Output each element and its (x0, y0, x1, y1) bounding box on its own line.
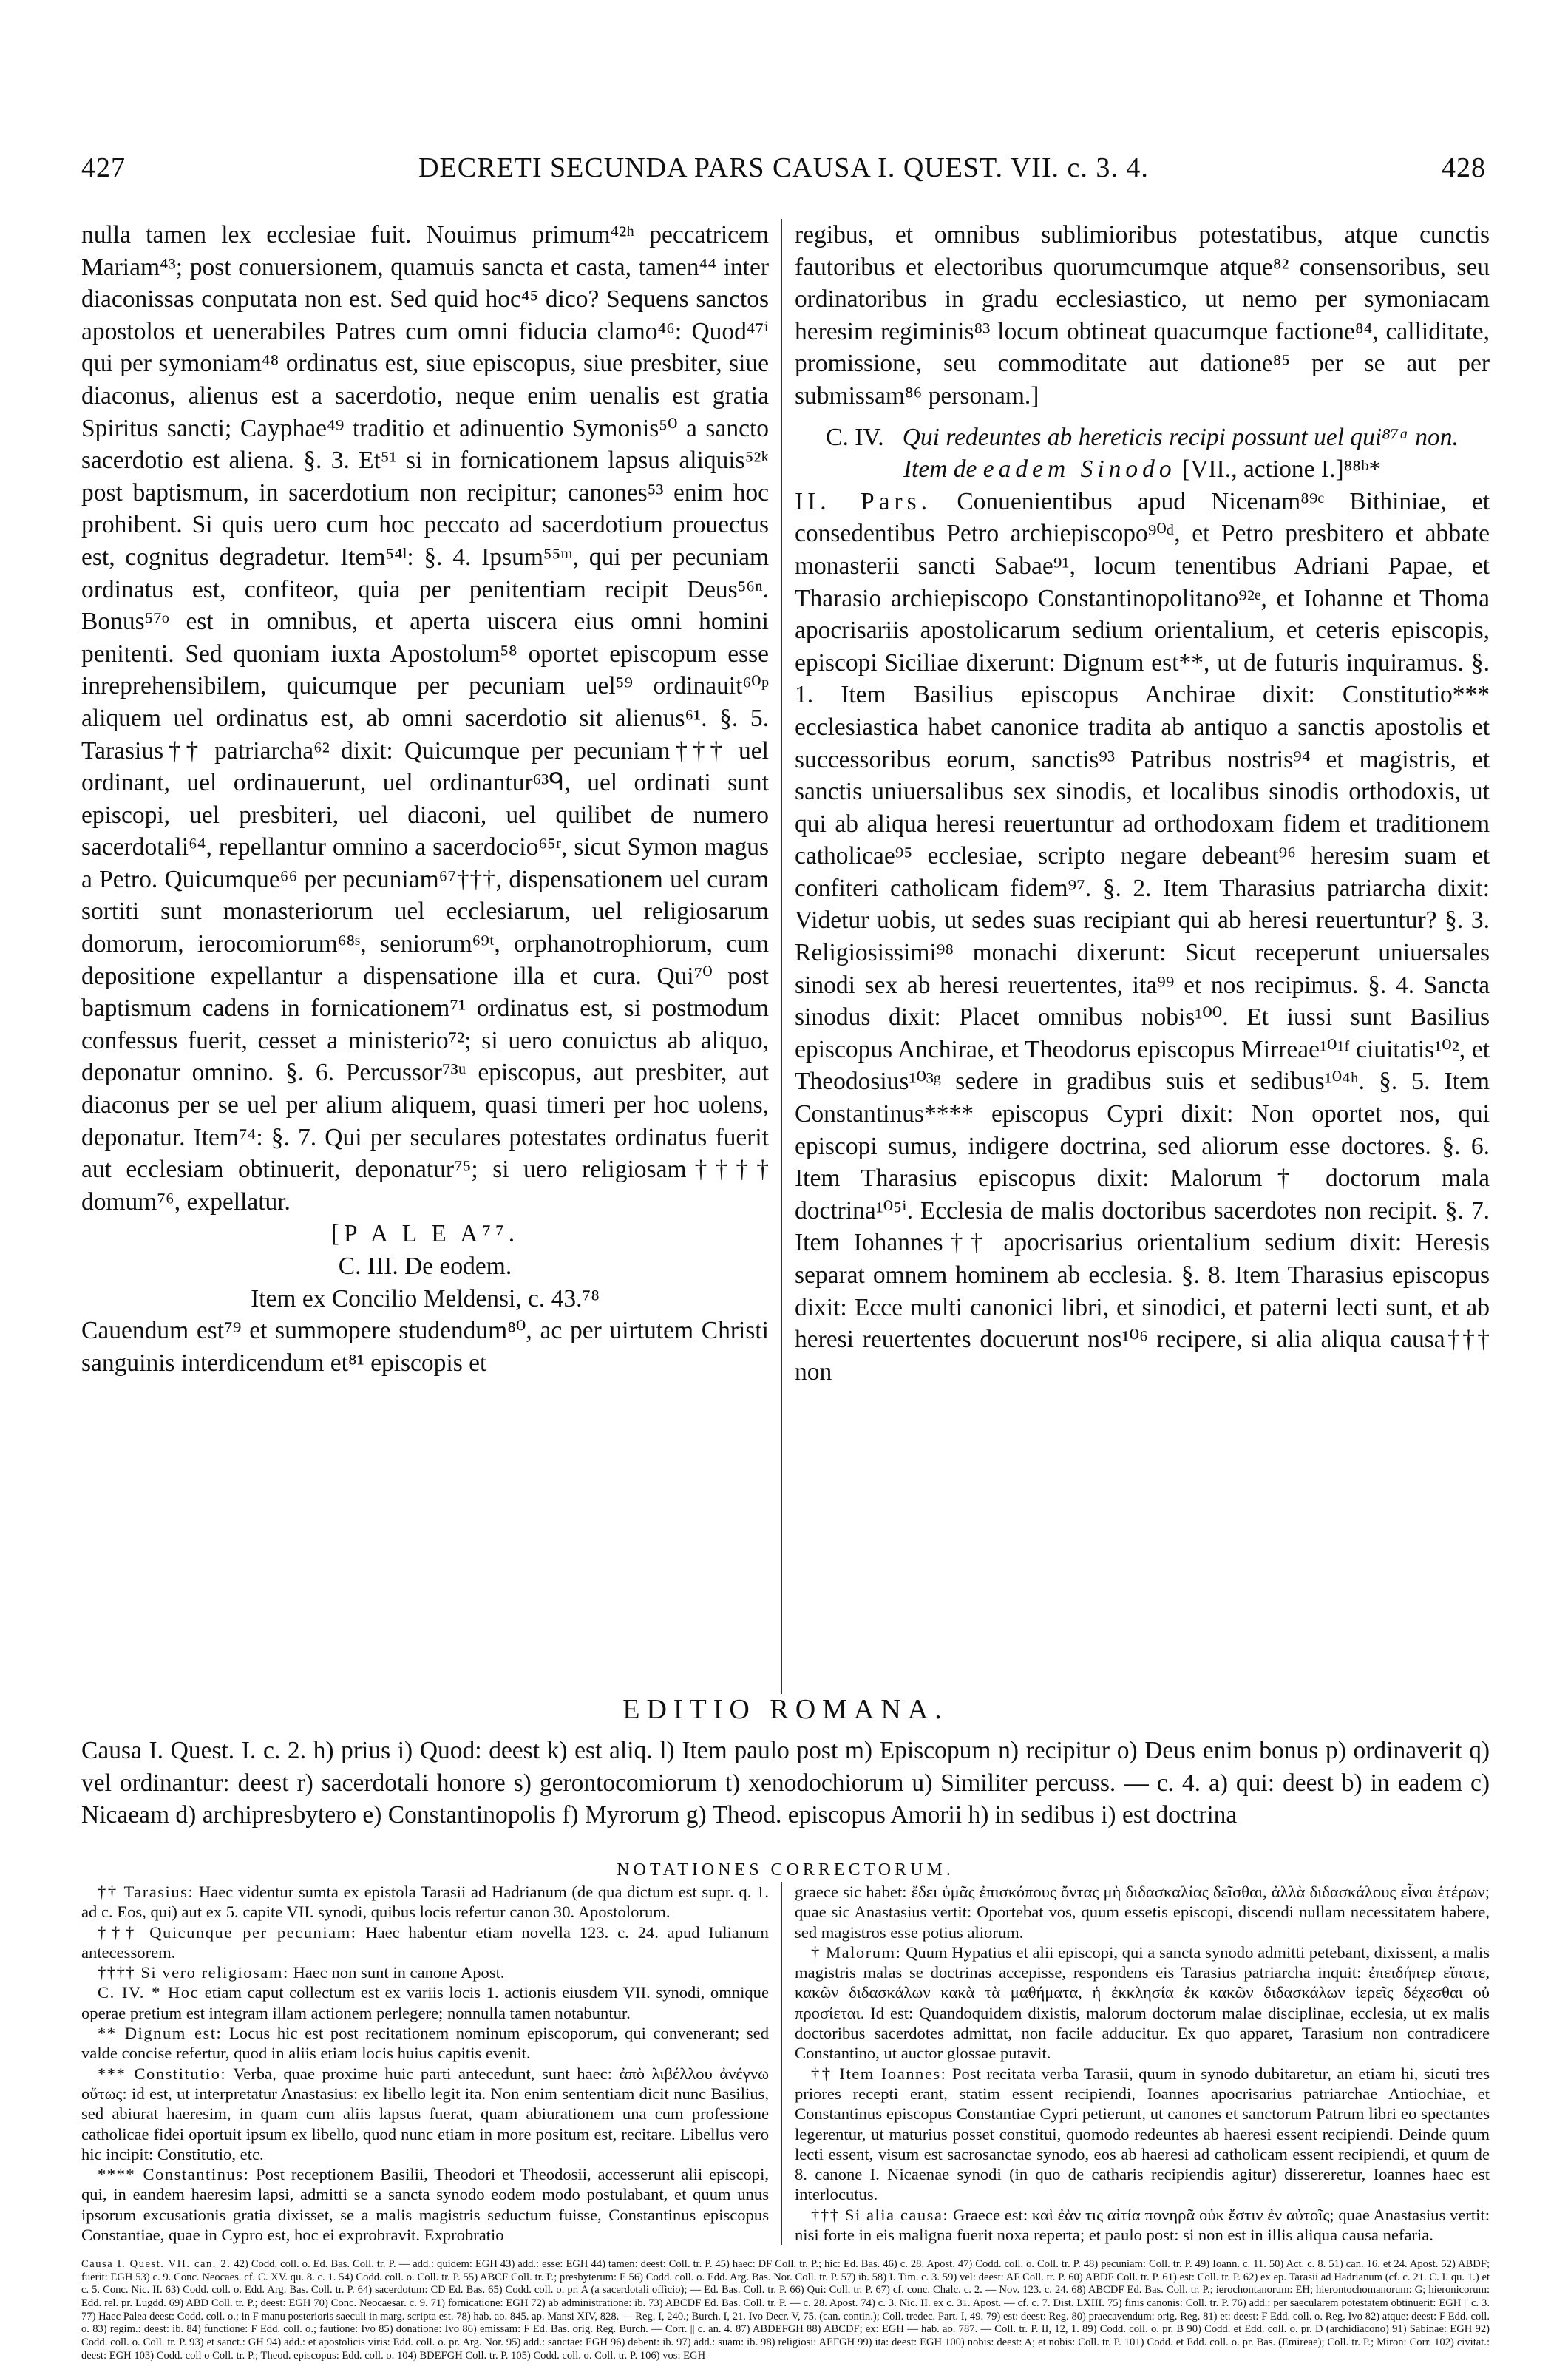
pars-label: II. Pars. (795, 487, 932, 515)
note-label: †††† Si vero religiosam: (98, 1963, 289, 1982)
note-entry (81, 1922, 769, 1963)
editio-heading: EDITIO ROMANA. (622, 1694, 948, 1725)
note-entry (795, 1942, 1490, 2064)
note-text: Haec habentur etiam novella 123. c. 24. apud Iulianum antecessorem. (81, 1922, 769, 1962)
palea-heading: [P A L E A⁷⁷. (330, 1220, 520, 1248)
note-entry (81, 1982, 769, 2023)
note-text: Post recitata verba Tarasii, quum in synodo dubitaretur, an etiam hi, sicuti tres priores recepti erant, statim essent recipiendi, Ioannes apocrisarius patriarchae Antiochiae, et Constantinus episcopus Constantiae Cypri petierunt, ut canones et sanctorum Patrum libri eo spectantes legerentur, ut maturius posset constitui, quomodo redeuntes ab haeresi essent recipiendi. Deinde quum lecti essent, visum est sacrosanctae synodo, eos ab haeresi ad catholicam essent recipiendi, et quum de 8. canone I. Nicaenae synodi (in quo de catharis recipiendis agitur) dissereretur, Ioannes haec est interlocutus. (795, 2064, 1490, 2204)
left-column (81, 219, 769, 1379)
note-entry (81, 2064, 769, 2164)
chapter-title: Qui redeuntes ab hereticis recipi possunt uel qui⁸⁷ᵃ non. (902, 423, 1459, 451)
canon-text: nulla tamen lex ecclesiae fuit. Nouimus primum⁴²ʰ peccatricem Mariam⁴³; post conuersionem, quamuis sancta et casta, tamen⁴⁴ inter diaconissas conputata non est. Sed quid hoc⁴⁵ dico? Sequens sanctos apostolos et uenerabiles Patres cum omni fiducia clamo⁴⁶: Quod⁴⁷ⁱ qui per symoniam⁴⁸ ordinatus est, siue episcopus, siue presbiter, siue diaconus, alienus est a sacerdotio, neque enim uenalis est gratia Spiritus sancti; Cayphae⁴⁹ traditio et adinuentio Symonis⁵⁰ a sancto sacerdotio est aliena. §. 3. Et⁵¹ si in fornicationem lapsus aliquis⁵²ᵏ post baptismum, in sacerdotium non recipitur; canones⁵³ enim hoc prohibent. Si quis uero cum hoc peccato ad sacerdotium prouectus est, cognitus degradetur. Item⁵⁴ˡ: §. 4. Ipsum⁵⁵ᵐ, qui per pecuniam ordinatus est, confiteor, quia per penitentiam recipit Deus⁵⁶ⁿ. Bonus⁵⁷ᵒ est in omnibus, et aperta uiscera eius omni homini penitenti. Sed quoniam iuxta Apostolum⁵⁸ oportet episcopum esse inreprehensibilem, quicumque per pecuniam uel⁵⁹ ordinauit⁶⁰ᵖ aliquem uel ordinatus est, ab omni sacerdotio sit alienus⁶¹. §. 5. Tarasius†† patriarcha⁶² dixit: Quicumque per pecuniam††† uel ordinant, uel ordinauerunt, uel ordinantur⁶³ᑫ, uel ordinati sunt episcopi, uel presbiteri, uel diaconi, uel quilibet de numero sacerdotali⁶⁴, repellantur omnino a sacerdocio⁶⁵ʳ, sicut Symon magus a Petro. Quicumque⁶⁶ per pecuniam⁶⁷†††, dispensationem uel curam sortiti sunt monasteriorum uel ecclesiarum, uel religiosarum domorum, ierocomiorum⁶⁸ˢ, seniorum⁶⁹ᵗ, orphanotrophiorum, cum depositione expellantur a dispensatione illa et cura. Qui⁷⁰ post baptismum cadens in fornicationem⁷¹ ordinatus est, si postmodum confessus fuerit, cesset a ministerio⁷²; si uero conuictus ab aliquo, deponatur omnino. §. 6. Percussor⁷³ᵘ episcopus, aut presbiter, aut diaconus per se uel per alium aliquem, quasi timeri per hoc uolens, deponatur. Item⁷⁴: §. 7. Qui per seculares potestates ordinatus fuerit aut ecclesiam obtinuerit, deponatur⁷⁵; si uero religiosam†††† domum⁷⁶, expellatur. (81, 221, 769, 1216)
note-text: Graece est: καὶ ἐὰν τις αἰτία πονηρᾶ οὐκ ἔστιν ἐν αὐτοῖς; quae Anastasius vertit: nisi forte in eis maligna fuerit noxa reperta; et paulo post: si non est in illis aliqua causa nefaria. (795, 2205, 1490, 2245)
notationes-heading: NOTATIONES CORRECTORUM. (617, 1860, 954, 1880)
note-label: ** Dignum est: (98, 2024, 223, 2043)
note-label: †† Item Ioannes: (811, 2064, 947, 2083)
notes-left-column (81, 1882, 769, 2245)
note-entry (81, 2023, 769, 2064)
note-text: Haec videntur sumta ex epistola Tarasii ad Hadrianum (de qua dictum est supr. q. 1. ad c. Eos, qui) aut ex 5. capite VII. synodi, quibus locis refertur canon 30. Apostolorum. (81, 1883, 769, 1922)
note-label: C. IV. * Hoc (98, 1983, 200, 2002)
canon-text: regibus, et omnibus sublimioribus potestatibus, atque cunctis fautoribus et electoribus quorumcumque atque⁸² consensoribus, seu ordinatoribus in gradu ecclesiastico, ut nemo per symoniacam heresim regiminis⁸³ locum obtineat quacumque factione⁸⁴, calliditate, promissione, seu commoditate aut datione⁸⁵ per se aut per submissam⁸⁶ personam.] (795, 221, 1490, 410)
page-number-right: 428 (1442, 152, 1486, 183)
right-column (795, 219, 1490, 1388)
note-text: Post receptionem Basilii, Theodori et Theodosii, accesserunt alii episcopi, qui, in eandem haeresim lapsi, admitti se a sancta synodo eodem modo postulabant, et quum unus ipsorum excusationis gratia dixisset, se a malis magistris seductum fuisse, Constantinus episcopus Constantiae, quae in Cypro est, hoc ei exprobravit. Exprobratio (81, 2165, 769, 2245)
note-label: *** Constitutio: (98, 2064, 227, 2083)
note-entry (81, 1882, 769, 1922)
apparatus-head: Causa I. Quest. VII. can. 2. (81, 2258, 231, 2270)
column-divider (781, 219, 782, 1694)
running-title: DECRETI SECUNDA PARS CAUSA I. QUEST. VII. c. 3. 4. (418, 152, 1149, 183)
chapter-source: Item de eadem Sinodo [VII., actione I.]⁸⁸ᵇ* (903, 455, 1382, 484)
note-entry (795, 2205, 1490, 2246)
apparatus-text: 42) Codd. coll. o. Ed. Bas. Coll. tr. P. — add.: quidem: EGH 43) add.: esse: EGH 44) tamen: deest: Coll. tr. P. 45) haec: DF Coll. tr. P.; hic: Ed. Bas. 46) c. 28. Apost. 47) Codd. coll. o. Coll. tr. P. 48) pecuniam: Coll. tr. P. 49) Ioann. c. 11. 50) Act. c. 8. 51) can. 16. et 24. Apost. 52) ABDF; fuerit: EGH 53) c. 9. Conc. Neocaes. cf. C. XV. qu. 8. c. 1. 54) Codd. coll. o. Coll. tr. P. 55) ABCF Coll. tr. P.; presbyterum: E 56) Codd. coll. o. Edd. Arg. Bas. Nor. Coll. tr. P. 57) ib. 58) I. Tim. c. 3. 59) vel: deest: AF Coll. tr. P. 60) ABDF Coll. tr. P. 61) est: Coll. tr. P. 62) ex ep. Tarasii ad Hadrianum (cf. c. 21. C. I. qu. 1.) et c. 5. Conc. Nic. II. 63) Codd. coll. o. Edd. Arg. Bas. Coll. tr. P. 64) sacerdotum: CD Ed. Bas. 65) Codd. coll. o. pr. A (a sacerdotali officio); — Ed. Bas. Coll. tr. P. 66) Qui: Coll. tr. P. 67) cf. conc. Chalc. c. 2. — Nov. 123. c. 24. 68) ABCDF Ed. Bas. Coll. tr. P.; ierochontanorum: EH; hierontochomanorum: G; hieronicorum: Edd. rel. pr. Lugdd. 69) ABD Coll. tr. P.; deest: EGH 70) Conc. Neocaesar. c. 9. 71) fornicatione: EGH 72) ab administratione: ib. 73) ABCDF Ed. Bas. Coll. tr. P. — c. 28. Apost. 74) c. 3. Nic. II. ex c. 31. Apost. — cf. c. 7. Dist. LXIII. 75) finis canonis: Coll. tr. P. 76) add.: per saecularem potestatem obtinuerit: EGH || c. 3. 77) Haec Palea deest: Codd. coll. o.; in F manu posterioris saeculi in marg. scripta est. 78) hab. ao. 845. ap. Mansi XIV, 828. — Reg. I, 240.; Burch. I, 21. Ivo Decr. V, 75. (can. contin.); Coll. tredec. Part. I, 49. 79) est: deest: Reg. 80) praecavendum: orig. Reg. 81) et: deest: F Edd. coll. o. Reg. Ivo 82) atque: deest: F Edd. coll. o. 83) regim.: deest: ib. 84) functione: F Edd. coll. o.; fautione: Ivo 85) donatione: Ivo 86) emissam: F Ed. Bas. orig. Reg. Burch. — Corr. || c. an. 4. 87) ABDEFGH 88) ABCDF; ex: EGH — hab. ao. 787. — Coll. tr. P. II, 12, 1. 89) Codd. coll. o. pr. B 90) Codd. et Edd. coll. o. pr. D (archidiacono) 91) Sabinae: EGH 92) Codd. coll. o. Coll. tr. P. 93) et sanct.: GH 94) add.: et apostolicis viris: Edd. coll. o. pr. Arg. Nor. 95) add.: sanctae: EGH 96) debent: ib. 97) add.: suam: ib. 98) religiosi: AEFGH 99) ita: deest: EGH 100) nobis: deest: A; et nobis: Coll. tr. P. 101) Codd. et Edd. coll. o. pr. Bas. (Emireae); Coll. tr. P.; Miron: Corr. 102) civitat.: deest: EGH 103) Codd. coll o Coll. tr. P.; Theod. episcopus: Edd. coll. o. 104) BDEFGH Coll. tr. P. 105) Codd. coll. o. Coll. tr. P. 106) vos: EGH (81, 2258, 1490, 2362)
note-label: **** Constantinus: (98, 2165, 250, 2184)
canon-text: II. Pars. Conuenientibus apud Nicenam⁸⁹ᶜ Bithiniae, et consedentibus Petro archiepiscopo⁹⁰ᵈ, et Petro presbitero et abbate monasterii sancti Sabae⁹¹, locum tenentibus Adriani Papae, et Tharasio archiepiscopo Constantinopolitano⁹²ᵉ, et Iohanne et Thoma apocrisariis apostolicarum sedium orientalium, et ceteris episcopis, episcopi Siciliae dixerunt: Dignum est**, ut de futuris inquiramus. §. 1. Item Basilius episcopus Anchirae dixit: Constitutio*** ecclesiastica habet canonice tradita ab antiquo a sanctis apostolis et successoribus eorum, sanctis⁹³ Patribus nostris⁹⁴ et magistris, et sanctis uniuersalibus sex sinodis, et localibus sinodis orthodoxis, ut qui ab aliqua heresi reuertuntur ad orthodoxam fidem et traditionem catholicae⁹⁵ ecclesiae, scripto negare debeant⁹⁶ heresim suam et confiteri catholicam fidem⁹⁷. §. 2. Item Tharasius patriarcha dixit: Videtur uobis, ut sedes suas recipiant qui ab heresi reuertuntur? §. 3. Religiosissimi⁹⁸ monachi dixerunt: Sicut receperunt uniuersales sinodi sex ab heresi reuertentes, ita⁹⁹ et nos recipimus. §. 4. Sancta sinodus dixit: Placet omnibus nobis¹⁰⁰. Et iussi sunt Basilius episcopus Anchirae, et Theodorus episcopus Mirreae¹⁰¹ᶠ ciuitatis¹⁰², et Theodosius¹⁰³ᵍ sedere in gradibus suis et sedibus¹⁰⁴ʰ. §. 5. Item Constantinus**** episcopus Cypri dixit: Non oportet nos, qui episcopi sumus, indigere doctrina, sed aliorum esse doctores. §. 6. Item Tharasius episcopus dixit: Malorum† doctorum mala doctrina¹⁰⁵ⁱ. Ecclesia de malis doctoribus sacerdotes non recipit. §. 7. Item Iohannes†† apocrisarius orientalium sedium dixit: Heresis separat omnem hominem ab ecclesia. §. 8. Item Tharasius episcopus dixit: Ecce multi canonici libri, et sinodici, et paterni lecti sunt, et ab heresi reuertentes docuerunt nos¹⁰⁶ recipere, si alia aliqua causa††† non (795, 487, 1490, 1386)
note-text: Verba, quae proxime huic parti antecedunt, sunt haec: ἀπὸ λιβέλλου ἀνέγνω οὕτως: id est, ut interpretatur Anastasius: ex libello legit ita. Non enim sententiam dicit nunc Basilius, sed abiurat haeresim, in quam cum aliis lapsus fuerat, quam abiurationem una cum professione catholicae fidei oportuit ipsum ex libello, quod nunc etiam in more positum est, recitare. Libellus vero hic incipit: Constitutio, etc. (81, 2064, 769, 2163)
note-text: graece sic habet: ἔδει ὑμᾶς ἐπισκόπους ὄντας μὴ διδασκαλίας δεῖσθαι, ἀλλὰ διδασκάλους εἶναι ἑτέρων; quae sic Anastasius vertit: Oportebat vos, quum essetis episcopi, discendi nullam necessitatem habere, sed magistros esse potius aliorum. (795, 1883, 1490, 1942)
note-entry (795, 2064, 1490, 2205)
running-head (81, 152, 1486, 196)
editio-variants: Causa I. Quest. I. c. 2. h) prius i) Quod: deest k) est aliq. l) Item paulo post m) Episcopum n) recipitur o) Deus enim bonus p) ordinaverit q) vel ordinantur: deest r) sacerdotali honore s) gerontocomiorum t) xenodochiorum u) Similiter percuss. — c. 4. a) qui: deest b) in eadem c) Nicaeam d) archipresbytero e) Constantinopolis f) Myrorum g) Theod. episcopus Amorii h) in sedibus i) est doctrina (81, 1737, 1490, 1829)
chapter-source: Item ex Concilio Meldensi, c. 43.⁷⁸ (251, 1284, 600, 1312)
note-label: ††† Quicunque per pecuniam: (98, 1922, 357, 1942)
canon-text: Cauendum est⁷⁹ et summopere studendum⁸⁰, ac per uirtutem Christi sanguinis interdicendum et⁸¹ episcopis et (81, 1317, 769, 1377)
note-label: ††† Si alia causa: (811, 2205, 949, 2224)
chapter-heading: C. III. De eodem. (338, 1253, 512, 1280)
note-text: etiam caput collectum est ex variis locis 1. actionis eiusdem VII. synodi, omnique operae pretium est integram illam actionem perlegere; nonnulla tamen notabuntur. (81, 1983, 769, 2022)
note-entry (81, 2164, 769, 2245)
note-text: Quum Hypatius et alii episcopi, qui a sancta synodo admitti petebant, dixissent, a malis magistris malas se doctrinas accepisse, respondens eis Tarasius patriarcha inquit: ἐπειδήπερ εἴπατε, κακῶν διδασκάλων κακὰ τὰ μαθήματα, ἡ ἐκκλησία ἐκ κακῶν διδασκάλων ἱερεῖς δέχεσθαι οὐ προσίεται. Id est: Quandoquidem dixistis, malorum doctorum malae disciplinae, ecclesia, ut ex malis doctoribus sacerdotes admittat, non facile adducitur. Ex quo apparet, Tarasium non contradicere Constantino, ut auctor glossae putavit. (795, 1942, 1490, 2063)
note-label: † Malorum: (811, 1942, 902, 1962)
note-label: †† Tarasius: (98, 1883, 194, 1901)
notes-divider (781, 1882, 782, 2245)
chapter-number: C. IV. (826, 423, 884, 451)
note-text: Haec non sunt in canone Apost. (293, 1963, 505, 1982)
note-entry (81, 1962, 769, 1982)
page-number-left: 427 (81, 152, 126, 183)
critical-apparatus (81, 2258, 1490, 2362)
note-entry (795, 1882, 1490, 1942)
chapter-heading (795, 421, 1490, 454)
note-text: Locus hic est post recitationem nominum episcoporum, qui convenerant; sed valde concise refertur, quod in aliis etiam locis huius capitis evenit. (81, 2024, 769, 2063)
notes-right-column (795, 1882, 1490, 2245)
